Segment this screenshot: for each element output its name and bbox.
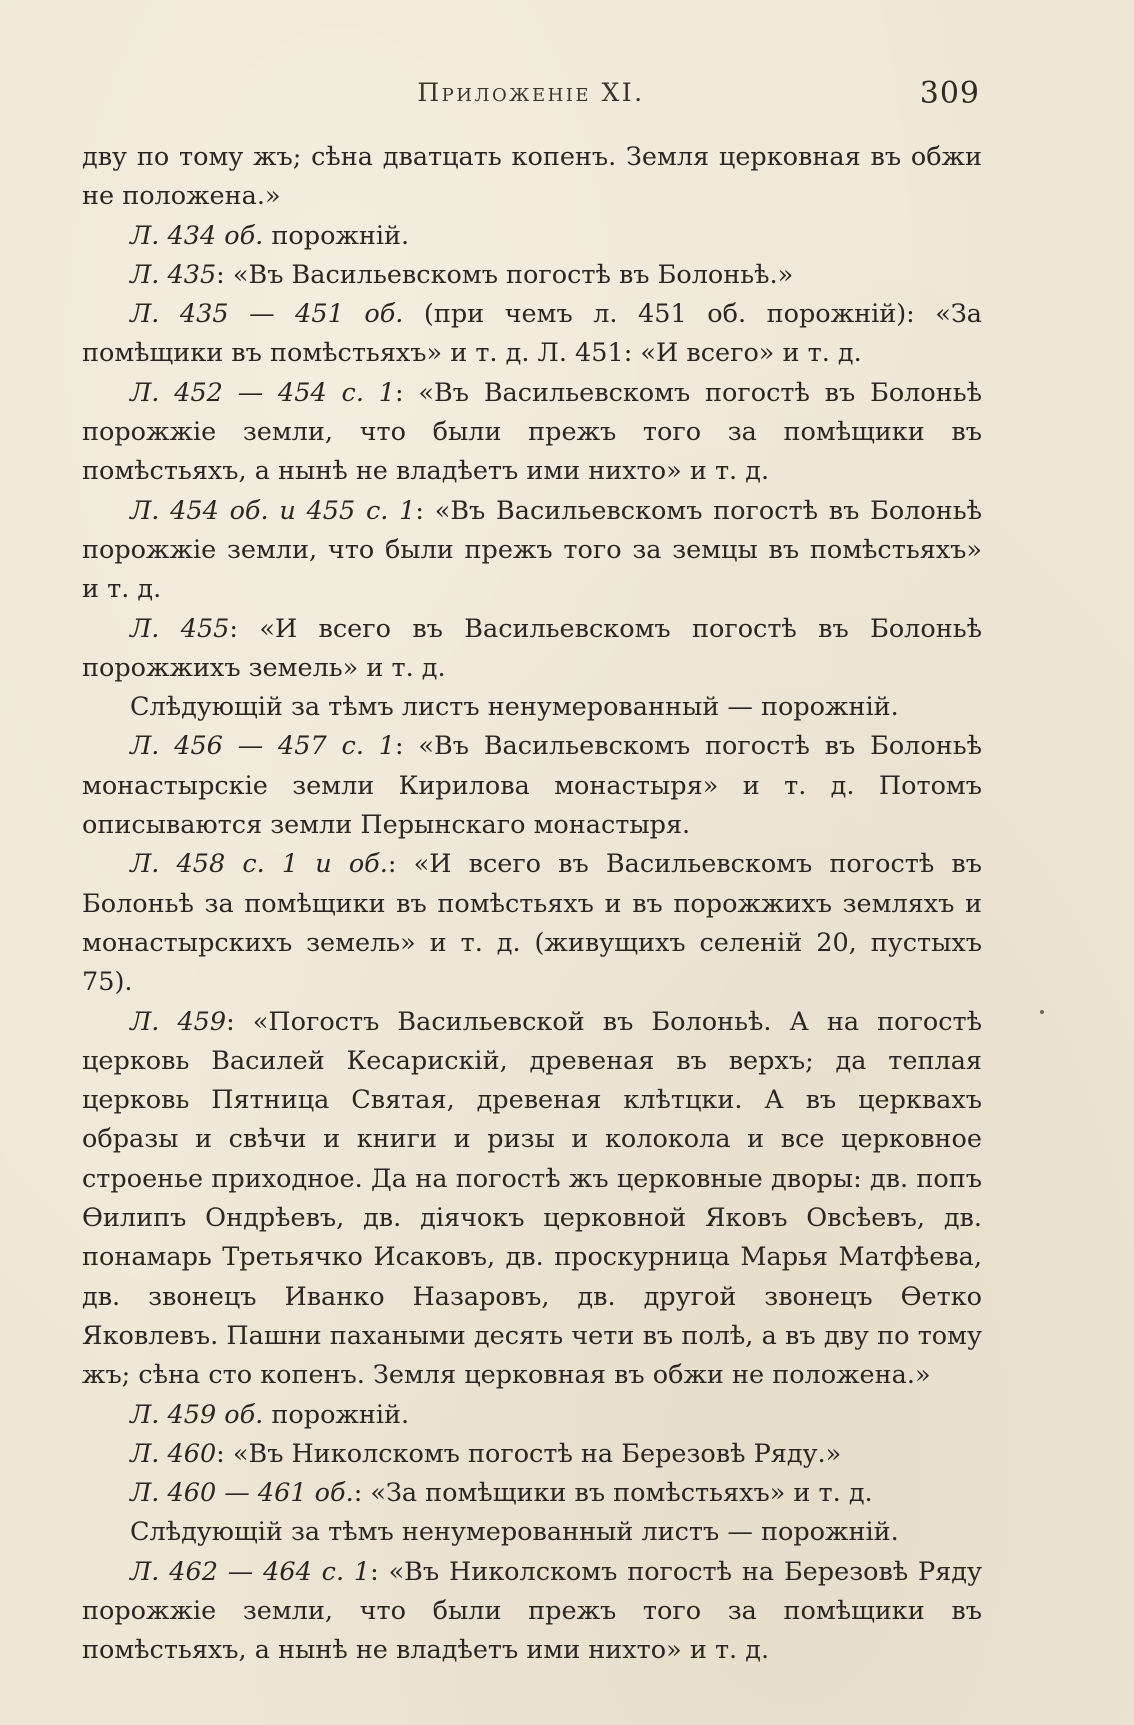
folio-reference: Л. 459 об. xyxy=(130,1399,264,1430)
folio-reference: Л. 462 — 464 с. 1 xyxy=(130,1556,371,1587)
paragraph xyxy=(82,1396,982,1435)
paragraph-text: Слѣдующій за тѣмъ листъ ненумерованный — порожній. xyxy=(130,692,899,723)
paragraph xyxy=(82,138,982,217)
folio-reference: Л. 460 xyxy=(130,1438,217,1469)
paragraph xyxy=(82,374,982,492)
folio-reference: Л. 435 xyxy=(130,259,217,290)
body-text xyxy=(82,138,982,1671)
paragraph-text: (при чемъ л. 451 об. порожній): «За помѣщики въ помѣстьяхъ» и т. д. Л. 451: «И всего» и т. д. xyxy=(82,299,982,369)
paragraph xyxy=(82,610,982,689)
running-head xyxy=(82,78,980,118)
running-title: Приложеніе XI. xyxy=(417,78,645,107)
folio-reference: Л. 435 — 451 об. xyxy=(130,299,404,330)
paragraph xyxy=(82,217,982,256)
folio-reference: Л. 455 xyxy=(130,613,230,644)
page-number: 309 xyxy=(919,76,980,111)
paragraph-text: порожній. xyxy=(263,220,410,251)
paragraph-text: : «За помѣщики въ помѣстьяхъ» и т. д. xyxy=(353,1478,873,1509)
folio-reference: Л. 456 — 457 с. 1 xyxy=(130,731,395,762)
paragraph-text: : «Погостъ Васильевской въ Болоньѣ. А на погостѣ церковь Василей Кесарискій, древеная въ верхъ; да теплая церковь Пятница Святая, древеная клѣтцки. А въ церквахъ образы и свѣчи и книги и ризы и колокола и все церковное строенье приходное. Да на погостѣ жъ церковные дворы: дв. попъ Ѳилипъ Ондрѣевъ, дв. діячокъ церковной Яковъ Овсѣевъ, дв. понамарь Третьячко Исаковъ, дв. проскурница Марья Матфѣева, дв. звонецъ Иванко Назаровъ, дв. другой звонецъ Ѳетко Яковлевъ. Пашни пахаными десять чети въ полѣ, а въ дву по тому жъ; сѣна сто копенъ. Земля церковная въ обжи не положена.» xyxy=(82,1006,982,1391)
paragraph-text: : «Въ Васильевскомъ погостѣ въ Болоньѣ.» xyxy=(216,259,794,290)
folio-reference: Л. 460 — 461 об. xyxy=(130,1478,354,1509)
paragraph-text: Слѣдующій за тѣмъ ненумерованный листъ — порожній. xyxy=(130,1517,899,1548)
paragraph xyxy=(82,1553,982,1671)
paragraph-text: порожній. xyxy=(263,1399,410,1430)
paragraph-text: : «Въ Васильевскомъ погостѣ въ Болоньѣ монастырскіе земли Кирилова монастыря» и т. д. Потомъ описываются земли Перынскаго монастыря. xyxy=(82,731,982,841)
folio-reference: Л. 459 xyxy=(130,1006,227,1037)
folio-reference: Л. 434 об. xyxy=(130,220,264,251)
paragraph xyxy=(82,1435,982,1474)
paragraph xyxy=(82,492,982,610)
ink-speck xyxy=(1040,1010,1044,1014)
paragraph-text: : «Въ Васильевскомъ погостѣ въ Болоньѣ порожжіе земли, что были прежъ того за помѣщики въ помѣстьяхъ, а нынѣ не владѣетъ ими нихто» и т. д. xyxy=(82,377,982,487)
paragraph-text: : «И всего въ Васильевскомъ погостѣ въ Болоньѣ порожжихъ земель» и т. д. xyxy=(82,613,982,683)
paragraph xyxy=(82,1003,982,1396)
paragraph-text: дву по тому жъ; сѣна дватцать копенъ. Земля церковная въ обжи не положена.» xyxy=(82,142,982,212)
paragraph xyxy=(82,688,982,727)
paragraph-text: : «Въ Николскомъ погостѣ на Березовѣ Ряду порожжіе земли, что были прежъ того за помѣщики въ помѣстьяхъ, а нынѣ не владѣетъ ими нихто» и т. д. xyxy=(82,1556,982,1666)
paragraph-text: : «Въ Николскомъ погостѣ на Березовѣ Ряду.» xyxy=(216,1438,842,1469)
paragraph xyxy=(82,1474,982,1513)
paragraph-text: : «И всего въ Васильевскомъ погостѣ въ Болоньѣ за помѣщики въ помѣстьяхъ и въ порожжихъ земляхъ и монастырскихъ земель» и т. д. (живущихъ селеній 20, пустыхъ 75). xyxy=(82,849,982,998)
paragraph xyxy=(82,727,982,845)
paragraph xyxy=(82,256,982,295)
folio-reference: Л. 458 с. 1 и об. xyxy=(130,849,388,880)
folio-reference: Л. 452 — 454 с. 1 xyxy=(130,377,395,408)
paragraph-text: : «Въ Васильевскомъ погостѣ въ Болоньѣ порожжіе земли, что были прежъ того за земцы въ помѣстьяхъ» и т. д. xyxy=(82,495,983,605)
paragraph xyxy=(82,1513,982,1552)
folio-reference: Л. 454 об. и 455 с. 1 xyxy=(130,495,416,526)
paragraph xyxy=(82,295,982,374)
paragraph xyxy=(82,845,982,1002)
